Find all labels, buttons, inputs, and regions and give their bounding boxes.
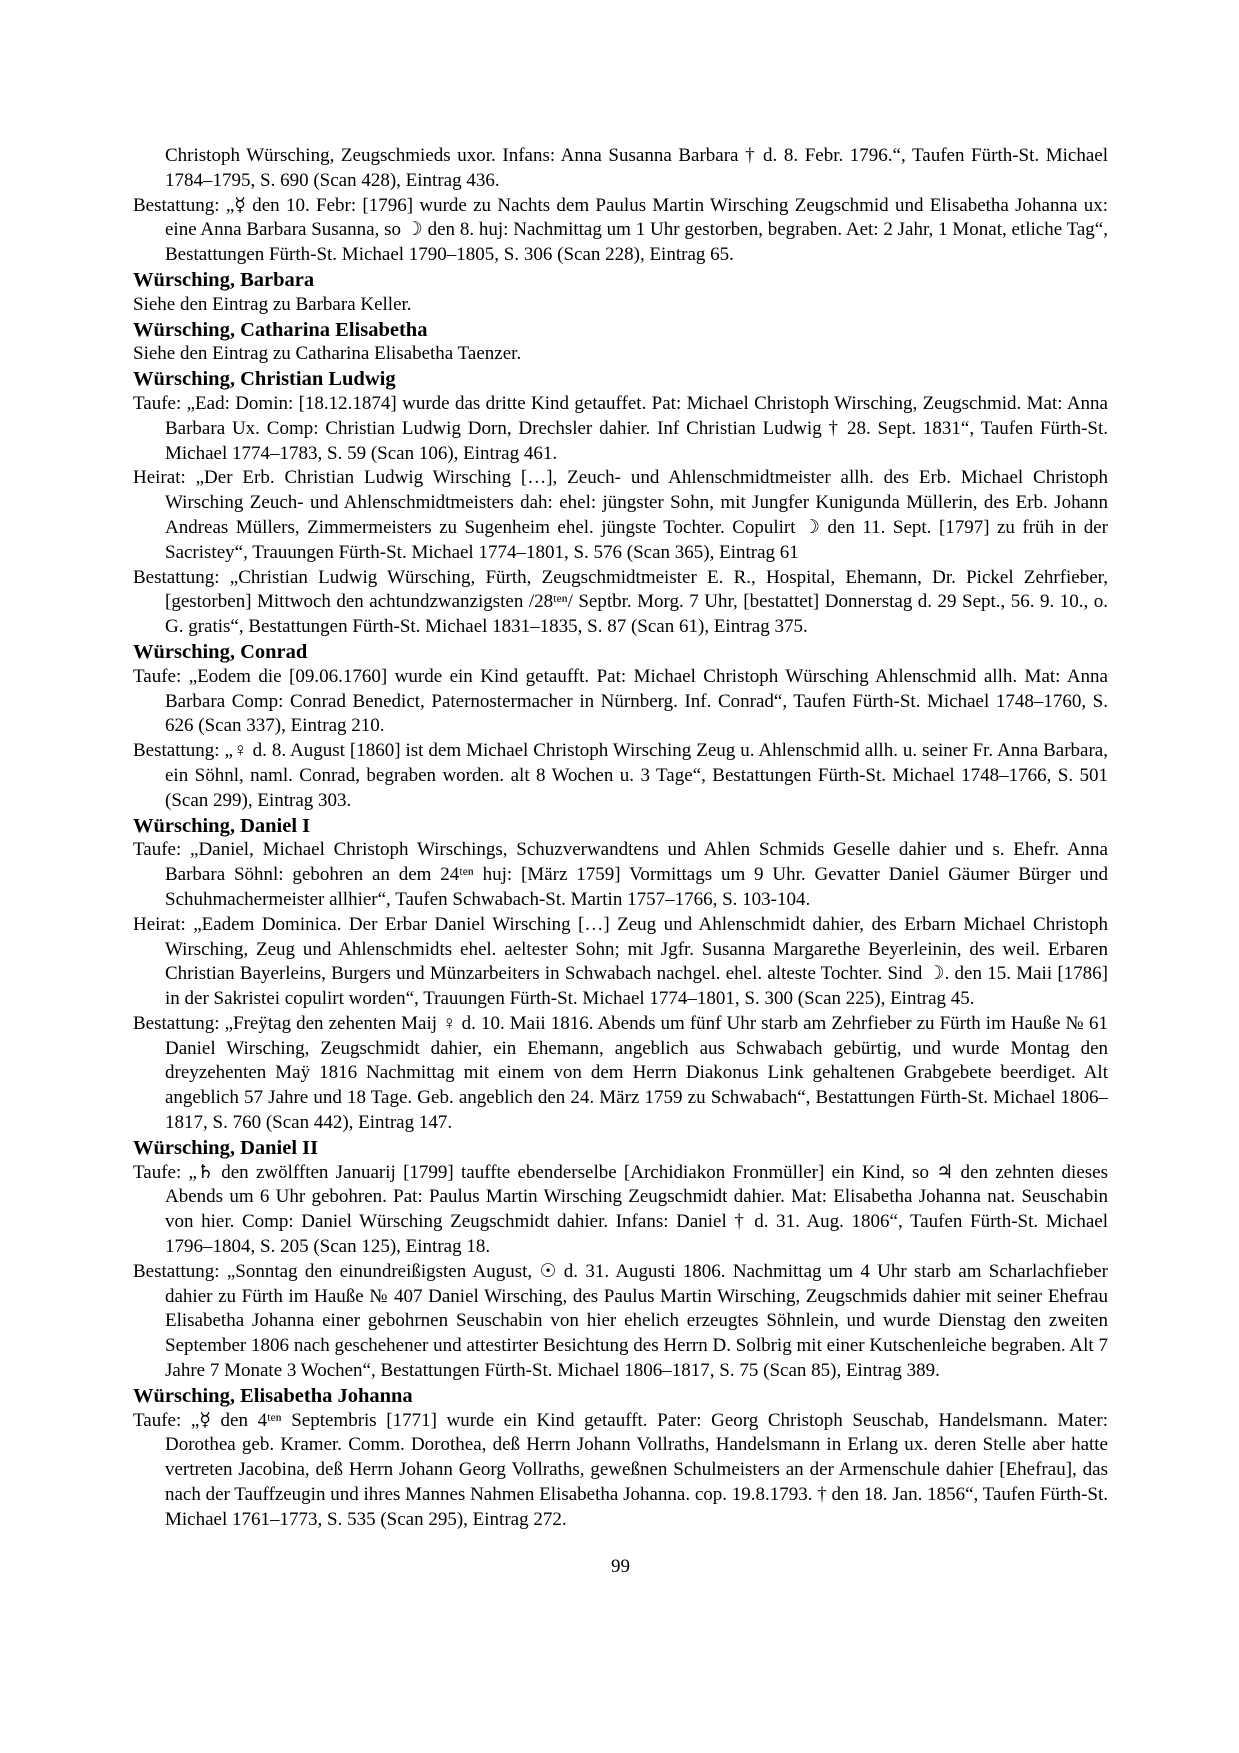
entry-heading: Würsching, Daniel II bbox=[133, 1136, 319, 1159]
record-paragraph: Bestattung: „Sonntag den einundreißigsten August, ☉ d. 31. Augusti 1806. Nachmittag um 4 Uhr starb am Scharlachfieber dahier zu Fürth im Hauße № 407 Daniel Wirsching, des Paulus Martin Wirsching, Zeugschmids dahier mit seiner Ehefrau Elisabetha Johanna einer gebohrnen Seuschabin von hier ehelich erzeugtes Söhnlein, und wurde Dienstag den zweiten September 1806 nach geschehener und attestirter Besichtung des Herrn D. Solbrig mit einer Kutschenleiche begraben. Alt 7 Jahre 7 Monate 3 Wochen“, Bestattungen Fürth-St. Michael 1806–1817, S. 75 (Scan 85), Eintrag 389. bbox=[133, 1260, 1108, 1382]
record-paragraph: Bestattung: „☿ den 10. Febr: [1796] wurde zu Nachts dem Paulus Martin Wirsching Zeugschmid und Elisabetha Johanna ux: eine Anna Barbara Susanna, so ☽ den 8. huj: Nachmittag um 1 Uhr gestorben, begraben. Aet: 2 Jahr, 1 Monat, etliche Tag“, Bestattungen Fürth-St. Michael 1790–1805, S. 306 (Scan 228), Eintrag 65. bbox=[133, 194, 1108, 266]
record-paragraph: Heirat: „Der Erb. Christian Ludwig Wirsching […], Zeuch- und Ahlenschmidtmeister allh. des Erb. Michael Christoph Wirsching Zeuch- und Ahlenschmidtmeisters dah: ehel: jüngster Sohn, mit Jungfer Kunigunda Müllerin, des Erb. Johann Andreas Müllers, Zimmermeisters zu Sugenheim ehel. jüngste Tochter. Copulirt ☽ den 11. Sept. [1797] zu früh in der Sacristey“, Trauungen Fürth-St. Michael 1774–1801, S. 576 (Scan 365), Eintrag 61 bbox=[133, 467, 1108, 563]
cross-reference: Siehe den Eintrag zu Barbara Keller. bbox=[133, 293, 412, 315]
continuation-paragraph: Christoph Würsching, Zeugschmieds uxor. Infans: Anna Susanna Barbara † d. 8. Febr. 1796.“, Taufen Fürth-St. Michael 1784–1795, S. 690 (Scan 428), Eintrag 436. bbox=[165, 145, 1108, 191]
record-paragraph: Taufe: „Ead: Domin: [18.12.1874] wurde das dritte Kind getauffet. Pat: Michael Christoph Wirsching, Zeugschmid. Mat: Anna Barbara Ux. Comp: Christian Ludwig Dorn, Drechsler dahier. Inf Christian Ludwig † 28. Sept. 1831“, Taufen Fürth-St. Michael 1774–1783, S. 59 (Scan 106), Eintrag 461. bbox=[133, 392, 1108, 464]
record-paragraph: Taufe: „♄ den zwölfften Januarij [1799] tauffte ebenderselbe [Archidiakon Fronmüller] ein Kind, so ♃ den zehnten dieses Abends um 6 Uhr gebohren. Pat: Paulus Martin Wirsching Zeugschmidt dahier. Mat: Elisabetha Johanna nat. Seuschabin von hier. Comp: Daniel Würsching Zeugschmidt dahier. Infans: Daniel † d. 31. Aug. 1806“, Taufen Fürth-St. Michael 1796–1804, S. 205 (Scan 125), Eintrag 18. bbox=[133, 1161, 1108, 1258]
record-paragraph: Bestattung: „♀ d. 8. August [1860] ist dem Michael Christoph Wirsching Zeug u. Ahlenschmid allh. u. seiner Fr. Anna Barbara, ein Söhnl, naml. Conrad, begraben worden. alt 8 Wochen u. 3 Tage“, Bestattungen Fürth-St. Michael 1748–1766, S. 501 (Scan 299), Eintrag 303. bbox=[133, 740, 1108, 811]
record-paragraph: Taufe: „☿ den 4ᵗᵉⁿ Septembris [1771] wurde ein Kind getaufft. Pater: Georg Christoph Seuschab, Handelsmann. Mater: Dorothea geb. Kramer. Comm. Dorothea, deß Herrn Johann Vollraths, Handelsmann in Erlang ux. deren Stelle aber hatte vertreten Jacobina, deß Herrn Johann Georg Vollraths, geweßnen Schulmeisters an der Armenschule dahier [Ehefrau], das nach der Tauffzeugin und ihres Mannes Nahmen Elisabetha Johanna. cop. 19.8.1793. † den 18. Jan. 1856“, Taufen Fürth-St. Michael 1761–1773, S. 535 (Scan 295), Eintrag 272. bbox=[133, 1409, 1108, 1530]
entry-heading: Würsching, Barbara bbox=[133, 268, 315, 291]
record-paragraph: Bestattung: „Freÿtag den zehenten Maij ♀ d. 10. Maii 1816. Abends um fünf Uhr starb am Zehrfieber zu Fürth im Hauße № 61 Daniel Wirsching, Zeugschmidt dahier, ein Ehemann, angeblich aus Schwabach gebürtig, und wurde Montag den dreyzehenten Maÿ 1816 Nachmittag mit einem von dem Herrn Diakonus Link gehaltenen Grabgebete beerdiget. Alt angeblich 57 Jahre und 18 Tage. Geb. angeblich den 24. März 1759 zu Schwabach“, Bestattungen Fürth-St. Michael 1806–1817, S. 760 (Scan 442), Eintrag 147. bbox=[133, 1012, 1108, 1134]
page-number: 99 bbox=[611, 1555, 630, 1577]
entry-heading: Würsching, Christian Ludwig bbox=[133, 368, 396, 391]
record-paragraph: Heirat: „Eadem Dominica. Der Erbar Daniel Wirsching […] Zeug und Ahlenschmidt dahier, des Erbarn Michael Christoph Wirsching, Zeug und Ahlenschmidts ehel. aeltester Sohn; mit Jgfr. Susanna Margarethe Beyerleinin, des weil. Erbaren Christian Bayerleins, Burgers und Münzarbeiters in Schwabach nachgel. ehel. alteste Tochter. Sind ☽. den 15. Maii [1786] in der Sakristei copulirt worden“, Trauungen Fürth-St. Michael 1774–1801, S. 300 (Scan 225), Eintrag 45. bbox=[133, 913, 1108, 1010]
cross-reference: Siehe den Eintrag zu Catharina Elisabetha Taenzer. bbox=[133, 343, 522, 365]
entry-heading: Würsching, Catharina Elisabetha bbox=[133, 318, 428, 341]
record-paragraph: Taufe: „Daniel, Michael Christoph Wirschings, Schuzverwandtens und Ahlen Schmids Geselle dahier und s. Ehefr. Anna Barbara Söhnl: gebohren an dem 24ᵗᵉⁿ huj: [März 1759] Vormittags um 9 Uhr. Gevatter Daniel Gäumer Bürger und Schuhmachermeister allhier“, Taufen Schwabach-St. Martin 1757–1766, S. 103-104. bbox=[133, 839, 1108, 910]
record-paragraph: Taufe: „Eodem die [09.06.1760] wurde ein Kind getaufft. Pat: Michael Christoph Würsching Ahlenschmid allh. Mat: Anna Barbara Comp: Conrad Benedict, Paternostermacher in Nürnberg. Inf. Conrad“, Taufen Fürth-St. Michael 1748–1760, S. 626 (Scan 337), Eintrag 210. bbox=[133, 665, 1108, 737]
entry-heading: Würsching, Daniel I bbox=[133, 814, 311, 837]
entries bbox=[133, 144, 1108, 1533]
record-paragraph: Bestattung: „Christian Ludwig Würsching, Fürth, Zeugschmidtmeister E. R., Hospital, Ehemann, Dr. Pickel Zehrfieber, [gestorben] Mittwoch den achtundzwanzigsten /28ᵗᵉⁿ/ Septbr. Morg. 7 Uhr, [bestattet] Donnerstag d. 29 Sept., 56. 9. 10., o. G. gratis“, Bestattungen Fürth-St. Michael 1831–1835, S. 87 (Scan 61), Eintrag 375. bbox=[133, 566, 1108, 638]
entry-heading: Würsching, Conrad bbox=[133, 640, 308, 663]
entry-heading: Würsching, Elisabetha Johanna bbox=[133, 1384, 413, 1407]
